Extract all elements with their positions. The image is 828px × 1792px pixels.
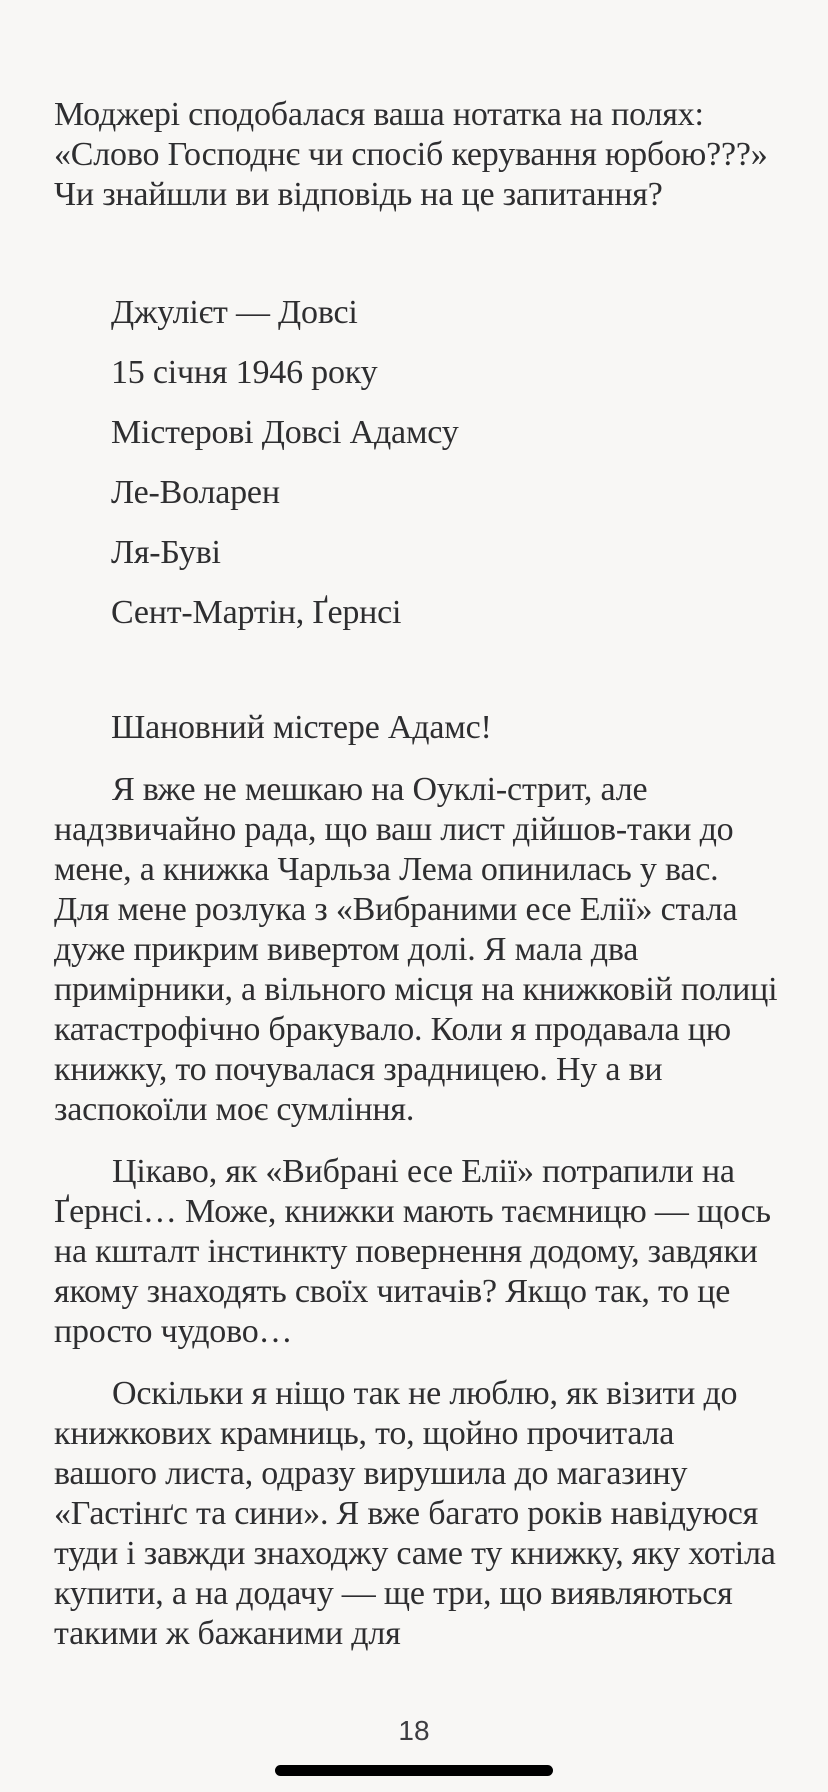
letter-heading-address-line-1: Ле-Воларен bbox=[111, 474, 280, 511]
letter-heading-block bbox=[111, 293, 779, 633]
letter-paragraph-3: Оскільки я ніщо так не люблю, як візити до книжкових крамниць, то, щойно прочитала вашого листа, одразу вирушила до магазину «Гастінґс та сини». Я вже багато років навідуюся туди і завжди знаходжу саме ту книжку, яку хотіла купити, а на додачу — ще три, що виявляються такими ж бажаними для bbox=[54, 1375, 776, 1652]
letter-paragraph-1: Я вже не мешкаю на Оуклі-стрит, але надзвичайно рада, що ваш лист дійшов-таки до мене, а книжка Чарльза Лема опинилась у вас. Для мене розлука з «Вибраними есе Елії» стала дуже прикрим вивертом долі. Я мала два примірники, а вільного місця на книжковій полиці катастрофічно бракувало. Коли я продавала цю книжку, то почувалася зрадницею. Ну а ви заспокоїли моє сумління. bbox=[54, 771, 778, 1128]
letter-heading-sender: Джулієт — Довсі bbox=[111, 294, 358, 331]
letter-heading-date: 15 січня 1946 року bbox=[111, 354, 378, 391]
page-number-label: 18 bbox=[398, 1715, 430, 1746]
book-text-column bbox=[54, 0, 779, 1654]
home-indicator[interactable] bbox=[275, 1765, 553, 1776]
letter-heading-address-line-2: Ля-Буві bbox=[111, 534, 221, 571]
letter-heading-address-line-3: Сент-Мартін, Ґернсі bbox=[111, 594, 402, 631]
letter-paragraph-2: Цікаво, як «Вибрані есе Елії» потрапили на Ґернсі… Може, книжки мають таємницю — щось на кшталт інстинкту повернення додому, завдяки якому знаходять своїх читачів? Якщо так, то це просто чудово… bbox=[54, 1153, 771, 1350]
opening-paragraph: Моджері сподобалася ваша нотатка на полях: «Слово Господнє чи спосіб керування юрбою???» Чи знайшли ви відповідь на це запитання? bbox=[54, 96, 768, 213]
letter-heading-addressee: Містерові Довсі Адамсу bbox=[111, 414, 459, 451]
letter-salutation: Шановний містере Адамс! bbox=[111, 709, 492, 746]
